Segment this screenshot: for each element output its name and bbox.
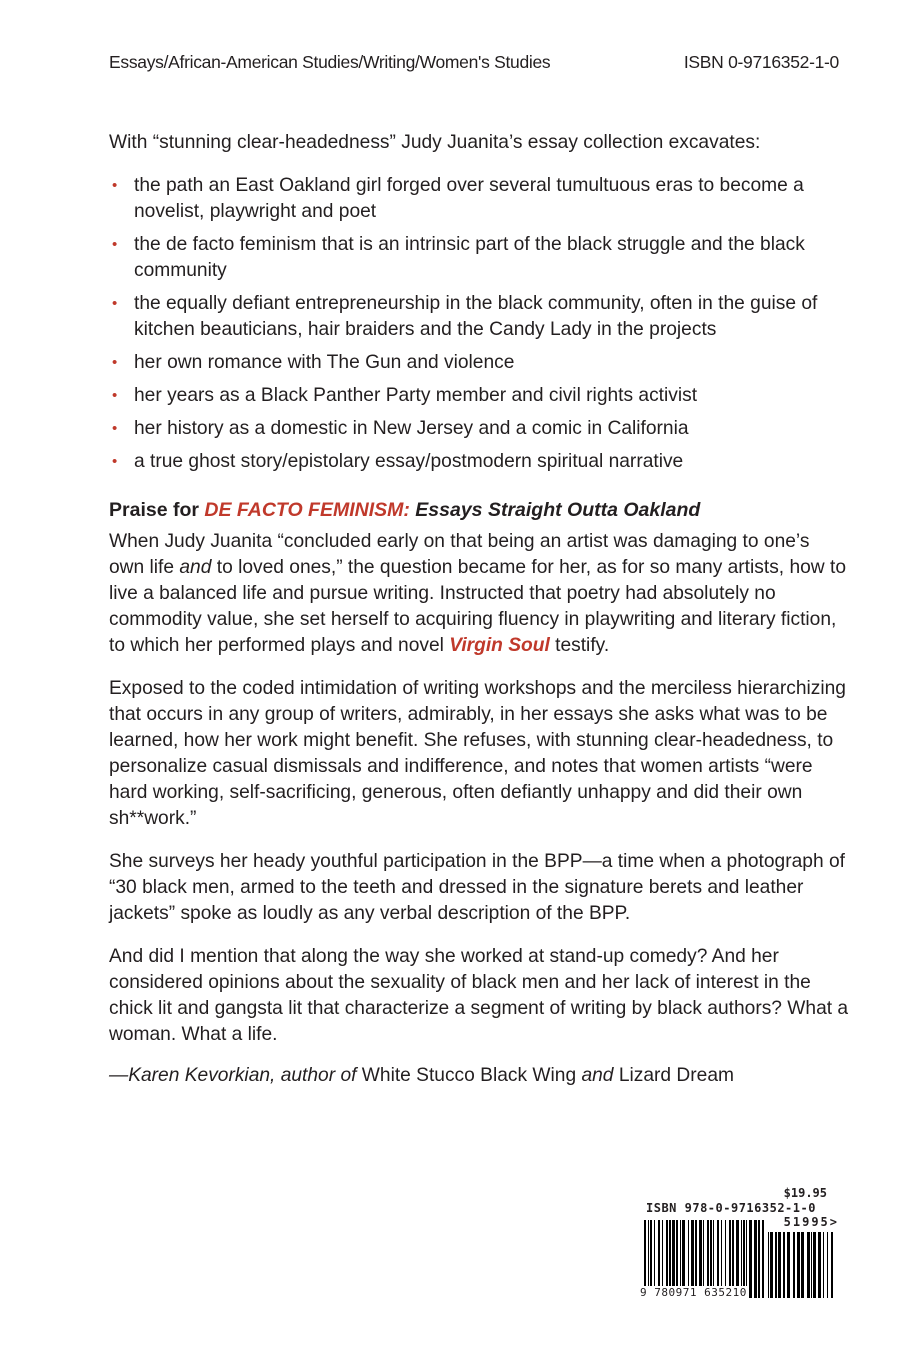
barcode-bar <box>813 1232 816 1298</box>
book-subtitle: Essays Straight Outta Oakland <box>409 499 701 521</box>
bullet-list <box>109 173 849 475</box>
paragraph-2: Exposed to the coded intimidation of writing workshops and the merciless hierarchizing that occurs in any group of writers, admirably, in her essays she asks what was to be learned, how her work might benefit. She refuses, with stunning clear-headedness, to personalize casual dismissals and indifference, and notes that women artists “were hard working, self-sacrificing, generous, often defiantly unhappy and did their own sh**work.” <box>109 678 846 829</box>
text: White Stucco Black Wing <box>361 1065 577 1086</box>
text: —Karen Kevorkian, author of <box>109 1065 362 1086</box>
barcode-bars-addon <box>768 1232 834 1298</box>
text: When Judy Juanita “concluded early on that being an artist was damaging to one’s own life <box>109 531 810 578</box>
list-item <box>109 173 849 225</box>
book-title: DE FACTO FEMINISM: <box>204 499 410 521</box>
paragraph-3: She surveys her heady youthful participation in the BPP—a time when a photograph of “30 black men, armed to the teeth and dressed in the signature berets and leather jackets” spoke as loudly as any verbal description of the BPP. <box>109 851 845 924</box>
bullet-text: the de facto feminism that is an intrinsic part of the black struggle and the black community <box>134 234 805 281</box>
barcode-bar <box>797 1232 800 1298</box>
text: Lizard Dream <box>618 1065 734 1086</box>
list-item <box>109 416 849 442</box>
bullet-text: a true ghost story/epistolary essay/postmodern spiritual narrative <box>134 451 684 472</box>
barcode-bar <box>787 1232 790 1298</box>
text: and <box>179 557 212 578</box>
barcode-bar <box>754 1220 757 1298</box>
bullet-icon: • <box>112 453 118 470</box>
bullet-text: the path an East Oakland girl forged over several tumultuous eras to become a novelist, playwright and poet <box>134 175 804 222</box>
barcode-bar <box>783 1232 785 1298</box>
novel-title: Virgin Soul <box>449 635 550 656</box>
barcode-bar <box>807 1232 810 1298</box>
praise-prefix: Praise for <box>109 499 205 521</box>
text: to loved ones,” the question became for her, as for so many artists, how to live a balanced life and pursue writing. Instructed that poetry had absolutely no commodity value, she set herself to acquiring fluency in playwriting and literary fiction, to which her performed plays and novel <box>109 557 846 656</box>
barcode-bar <box>762 1220 764 1298</box>
barcode-digits: 9 780971 635210 <box>640 1286 747 1299</box>
barcode-bar <box>758 1220 760 1298</box>
barcode-bar <box>801 1232 804 1298</box>
list-item <box>109 350 849 376</box>
isbn-13: ISBN 978-0-9716352-1-0 <box>646 1201 816 1215</box>
category-line: Essays/African-American Studies/Writing/Women's Studies <box>109 52 551 72</box>
bullet-text: her history as a domestic in New Jersey and a comic in California <box>134 418 689 439</box>
text: and <box>576 1065 619 1086</box>
cover-copy <box>109 130 849 1106</box>
bullet-icon: • <box>112 236 118 253</box>
text: testify. <box>549 635 610 656</box>
intro: With “stunning clear-headedness” Judy Juanita’s essay collection excavates: <box>109 132 761 153</box>
barcode <box>640 1186 845 1306</box>
paragraph-4: And did I mention that along the way she worked at stand-up comedy? And her considered opinions about the sexuality of black men and her lack of interest in the chick lit and gangsta lit that characterize a segment of writing by black authors? What a woman. What a life. <box>109 946 849 1045</box>
barcode-bar <box>823 1232 824 1298</box>
barcode-bar <box>827 1232 828 1298</box>
list-item <box>109 232 849 284</box>
barcode-bar <box>811 1232 812 1298</box>
paragraph-1 <box>109 529 849 659</box>
addon-code: 51995> <box>783 1215 839 1229</box>
list-item <box>109 449 849 475</box>
bullet-text: the equally defiant entrepreneurship in the black community, often in the guise of kitchen beauticians, hair braiders and the Candy Lady in the projects <box>134 293 818 340</box>
praise-heading <box>109 497 849 523</box>
barcode-bar <box>793 1232 795 1298</box>
price: $19.95 <box>783 1186 827 1200</box>
isbn-header: ISBN 0-9716352-1-0 <box>683 52 839 72</box>
bullet-icon: • <box>112 177 118 194</box>
attribution <box>109 1063 849 1089</box>
barcode-bar <box>768 1232 769 1298</box>
barcode-bar <box>818 1232 821 1298</box>
bullet-icon: • <box>112 354 118 371</box>
bullet-icon: • <box>112 387 118 404</box>
bullet-text: her own romance with The Gun and violence <box>134 352 515 373</box>
bullet-icon: • <box>112 420 118 437</box>
list-item <box>109 383 849 409</box>
bullet-icon: • <box>112 295 118 312</box>
barcode-bar <box>778 1232 781 1298</box>
list-item <box>109 291 849 343</box>
barcode-bar <box>749 1220 752 1298</box>
barcode-bar <box>831 1232 833 1298</box>
barcode-bar <box>775 1232 777 1298</box>
bullet-text: her years as a Black Panther Party member and civil rights activist <box>134 385 698 406</box>
barcode-bar <box>770 1232 773 1298</box>
